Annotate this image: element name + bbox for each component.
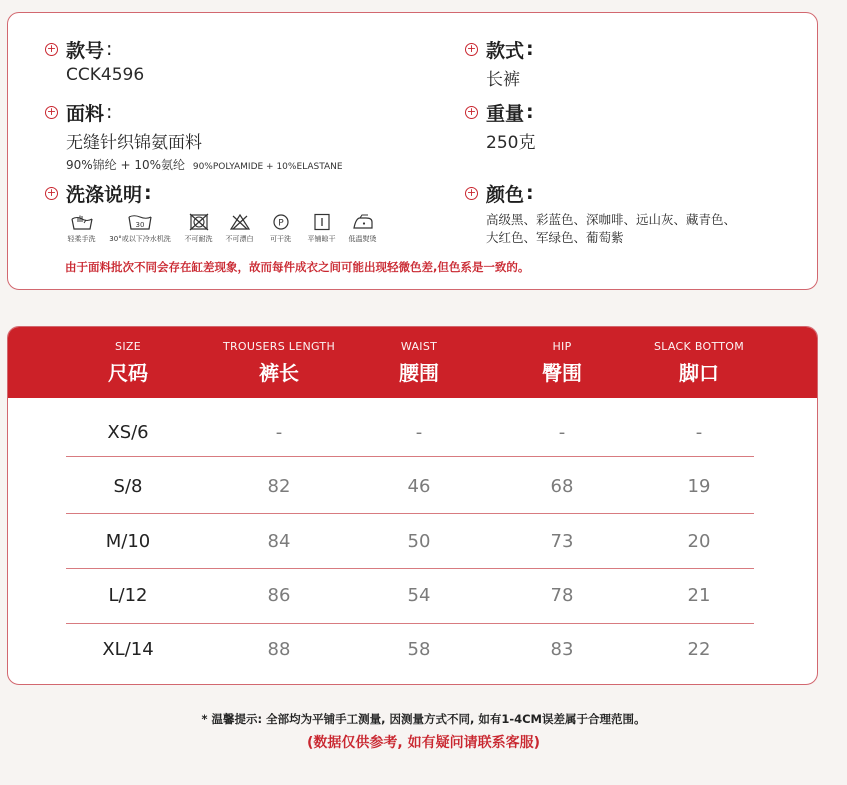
wash-caption: 轻柔手洗 (67, 235, 96, 243)
bottom-cell: 21 (687, 585, 711, 606)
length-cell: 88 (267, 639, 291, 660)
fabric-composition (66, 156, 343, 173)
column-header-en: HIP (552, 340, 572, 353)
product-info-card (7, 12, 818, 290)
wash-item-machine (102, 213, 178, 244)
measurement-tip: * 温馨提示: 全部均为平铺手工测量, 因测量方式不同, 如有1-4CM误差属于合理范围。 (201, 712, 646, 726)
wash-field (45, 181, 383, 244)
wash-caption: 平铺晾干 (307, 235, 336, 243)
fabric-label: 面料 (66, 102, 105, 125)
column-header-en: SLACK BOTTOM (653, 340, 745, 353)
color-options-line2: 大红色、军绿色、葡萄紫 (486, 230, 624, 245)
low-iron-icon (350, 213, 376, 231)
color-options (486, 211, 736, 247)
table-row (66, 623, 754, 677)
size-chart-header (8, 327, 817, 398)
plus-circle-icon: + (466, 104, 477, 118)
style-type-value: 长裤 (486, 70, 520, 90)
fabric-colon: : (106, 101, 113, 123)
style-number-value: CCK4596 (66, 65, 145, 85)
wash-item-no-tumble (178, 213, 219, 244)
color-colon: : (526, 182, 534, 204)
waist-cell: 46 (407, 476, 431, 497)
column-header-en: SIZE (115, 340, 141, 353)
wash-caption: 不可耐洗 (184, 235, 213, 243)
style-number-field (45, 37, 144, 85)
row-divider (66, 456, 754, 457)
size-cell: XS/6 (107, 422, 149, 443)
column-header-cn: 尺码 (108, 361, 148, 385)
column-header-en: TROUSERS LENGTH (222, 340, 336, 353)
no-tumble-dry-icon (186, 213, 212, 231)
plus-circle-icon: + (46, 41, 57, 55)
fabric-composition-en: 90%POLYAMIDE + 10%ELASTANE (192, 162, 343, 172)
fabric-field (45, 100, 343, 173)
bottom-cell: 22 (687, 639, 711, 660)
waist-cell: 58 (407, 639, 431, 660)
style-type-colon: : (526, 38, 534, 60)
wash-item-flat-dry (301, 213, 342, 244)
color-label: 颜色 (486, 183, 525, 206)
color-difference-notice: 由于面料批次不同会存在缸差现象，故而每件成衣之间可能出现轻微色差,但色系是一致的。 (65, 260, 530, 274)
plus-circle-icon: + (46, 104, 57, 118)
plus-circle-icon: + (466, 41, 477, 55)
length-cell: - (275, 422, 283, 443)
dry-clean-p-icon (268, 213, 294, 231)
weight-colon: : (526, 101, 534, 123)
bottom-cell: 19 (687, 476, 711, 497)
plus-circle-icon: + (46, 185, 57, 199)
waist-cell: - (415, 422, 423, 443)
waist-cell: 54 (407, 585, 431, 606)
column-header-cn: 脚口 (679, 361, 719, 385)
hand-wash-icon (69, 213, 95, 231)
size-cell: S/8 (113, 476, 143, 497)
size-cell: L/12 (108, 585, 148, 606)
table-row (66, 569, 754, 623)
column-header-cn: 臀围 (542, 361, 582, 385)
wash-item-hand (61, 213, 102, 244)
dry-clean-letter: P (277, 218, 284, 229)
wash-icon-row (61, 213, 383, 244)
style-number-label: 款号 (66, 39, 105, 62)
wash-caption: 可干洗 (270, 235, 291, 243)
style-type-field (465, 37, 534, 90)
wash-temp-text: 30 (135, 221, 145, 229)
size-chart-card (7, 326, 818, 685)
wash-caption: 低温熨烫 (348, 235, 377, 243)
bottom-cell: - (695, 422, 703, 443)
plus-circle-icon: + (466, 185, 477, 199)
column-header-bottom (609, 340, 789, 386)
bottom-cell: 20 (687, 531, 711, 552)
weight-label: 重量 (486, 102, 525, 125)
style-type-label: 款式 (486, 39, 525, 62)
wash-item-dry-clean (260, 213, 301, 244)
no-bleach-icon (227, 213, 253, 231)
fabric-composition-cn: 90%锦纶 + 10%氨纶 (66, 158, 186, 172)
machine-wash-30-icon (127, 213, 153, 231)
size-cell: XL/14 (102, 639, 154, 660)
length-cell: 82 (267, 476, 291, 497)
color-field (465, 181, 736, 247)
length-cell: 86 (267, 585, 291, 606)
wash-item-low-iron (342, 213, 383, 244)
wash-colon: : (144, 182, 152, 204)
column-header-cn: 腰围 (399, 361, 439, 385)
row-divider (66, 513, 754, 514)
color-options-line1: 高级黑、彩蓝色、深咖啡、远山灰、藏青色、 (486, 212, 737, 227)
column-header-en: WAIST (400, 340, 438, 353)
wash-label: 洗涤说明 (66, 183, 143, 206)
style-number-colon: : (106, 38, 113, 60)
length-cell: 84 (267, 531, 291, 552)
fabric-value: 无缝针织锦氨面料 (66, 133, 202, 153)
flat-dry-icon (309, 213, 335, 231)
weight-field (465, 100, 535, 153)
wash-item-no-bleach (219, 213, 260, 244)
hip-cell: 78 (550, 585, 574, 606)
table-row (66, 406, 754, 460)
reference-disclaimer: (数据仅供参考, 如有疑问请联系客服) (307, 735, 540, 751)
table-row (66, 515, 754, 569)
wash-caption: 30°或以下冷水机洗 (109, 235, 171, 243)
hip-cell: 68 (550, 476, 574, 497)
hip-cell: 73 (550, 531, 574, 552)
hip-cell: - (558, 422, 566, 443)
size-cell: M/10 (105, 531, 151, 552)
column-header-cn: 裤长 (259, 361, 299, 385)
waist-cell: 50 (407, 531, 431, 552)
wash-caption: 不可漂白 (225, 235, 254, 243)
table-row (66, 460, 754, 514)
weight-value: 250克 (486, 133, 536, 153)
hip-cell: 83 (550, 639, 574, 660)
